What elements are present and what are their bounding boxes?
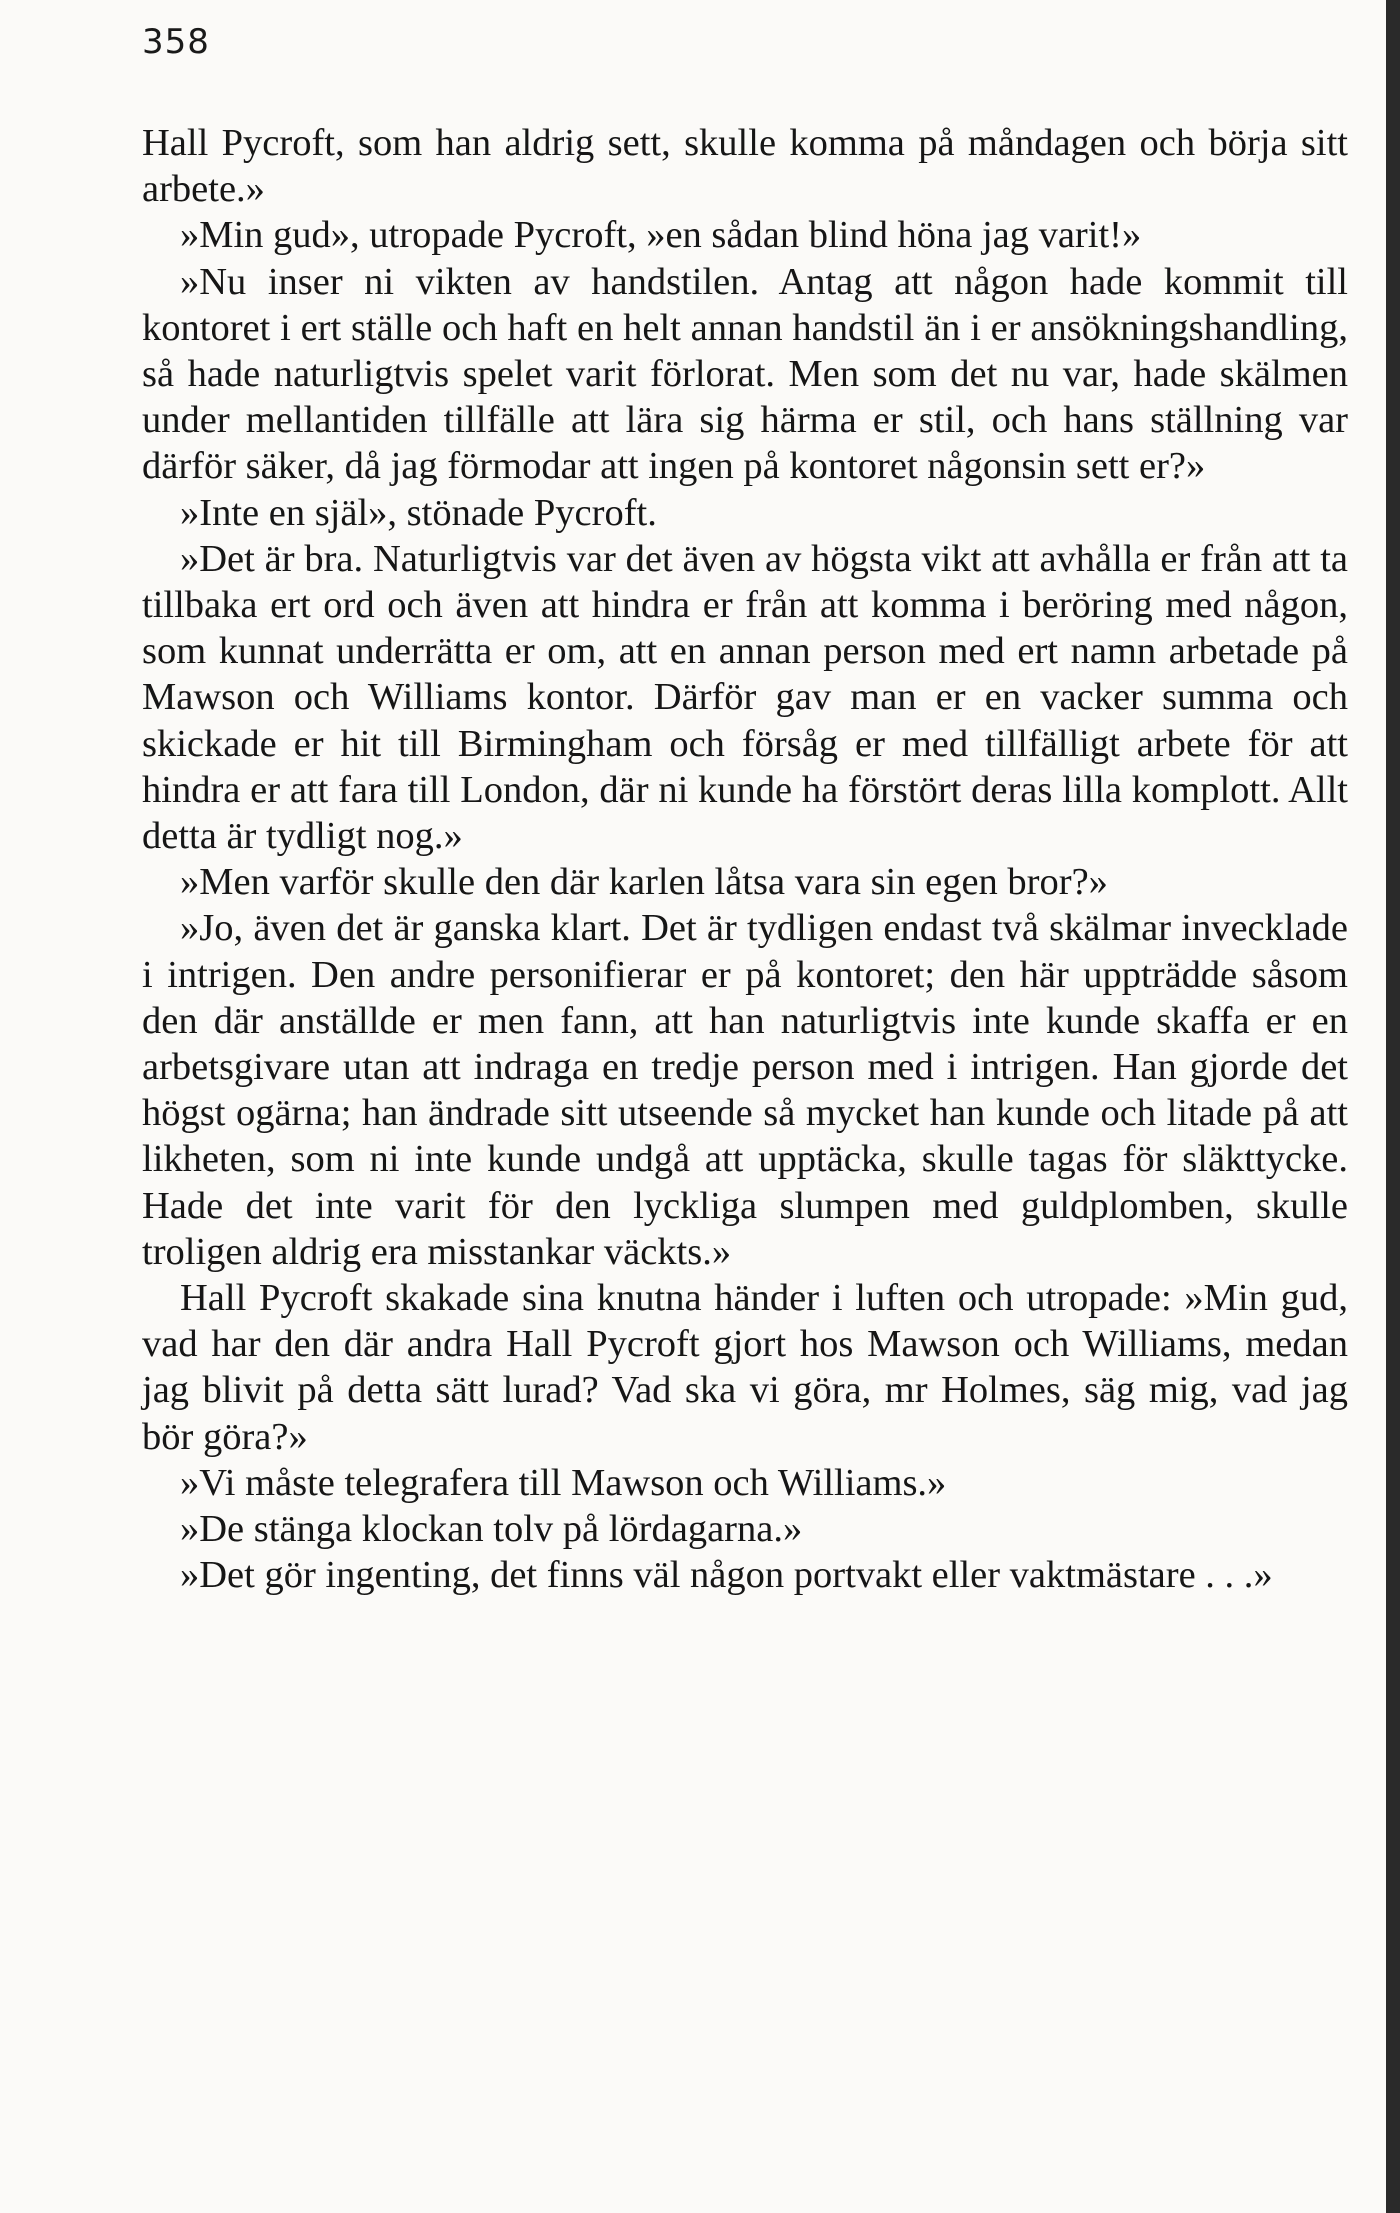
body-text (142, 120, 1348, 1599)
paragraph: »Vi måste telegrafera till Mawson och Williams.» (180, 1461, 947, 1504)
paragraph: »Min gud», utropade Pycroft, »en sådan blind höna jag varit!» (180, 214, 1142, 257)
page-number: 358 (142, 22, 210, 62)
paragraph: »Det gör ingenting, det finns väl någon portvakt eller vaktmästare . . .» (180, 1554, 1273, 1597)
paragraph: »Inte en själ», stönade Pycroft. (180, 491, 657, 534)
paragraph: »Det är bra. Naturligtvis var det även av högsta vikt att avhålla er från att ta tillbaka ert ord och även att hindra er från att komma i beröring med någon, som kunnat underrätta er om, att en annan person med ert namn arbetade på Mawson och Williams kontor. Därför gav man er en vacker summa och skickade er hit till Birmingham och försåg er med tillfälligt arbete för att hindra er att fara till London, där ni kunde ha förstört deras lilla komplott. Allt detta är tydligt nog.» (142, 537, 1348, 858)
paragraph: »Men varför skulle den där karlen låtsa vara sin egen bror?» (180, 861, 1108, 904)
paragraph: Hall Pycroft, som han aldrig sett, skulle komma på måndagen och börja sitt arbete.» (142, 122, 1348, 211)
paragraph: »Jo, även det är ganska klart. Det är tydligen endast två skälmar invecklade i intrigen. Den andre personifierar er på kontoret; den här uppträdde såsom den där anställde er men fann, att han naturligtvis inte kunde skaffa er en arbetsgivare utan att indraga en tredje person med i intrigen. Han gjorde det högst ogärna; han ändrade sitt utseende så mycket han kunde och litade på att likheten, som ni inte kunde undgå att upptäcka, skulle tagas för släkttycke. Hade det inte varit för den lyckliga slumpen med guldplomben, skulle troligen aldrig era misstankar väckts.» (142, 907, 1348, 1273)
page-edge-shadow (1386, 0, 1400, 2213)
paragraph: »De stänga klockan tolv på lördagarna.» (180, 1508, 803, 1551)
paragraph: »Nu inser ni vikten av handstilen. Antag att någon hade kommit till kontoret i ert ställe och haft en helt annan handstil än i er ansökningshandling, så hade naturligtvis spelet varit förlorat. Men som det nu var, hade skälmen under mellantiden tillfälle att lära sig härma er stil, och hans ställning var därför säker, då jag förmodar att ingen på kontoret någonsin sett er?» (142, 260, 1348, 488)
paragraph: Hall Pycroft skakade sina knutna händer i luften och utropade: »Min gud, vad har den där andra Hall Pycroft gjort hos Mawson och Williams, medan jag blivit på detta sätt lurad? Vad ska vi göra, mr Holmes, säg mig, vad jag bör göra?» (142, 1277, 1348, 1458)
